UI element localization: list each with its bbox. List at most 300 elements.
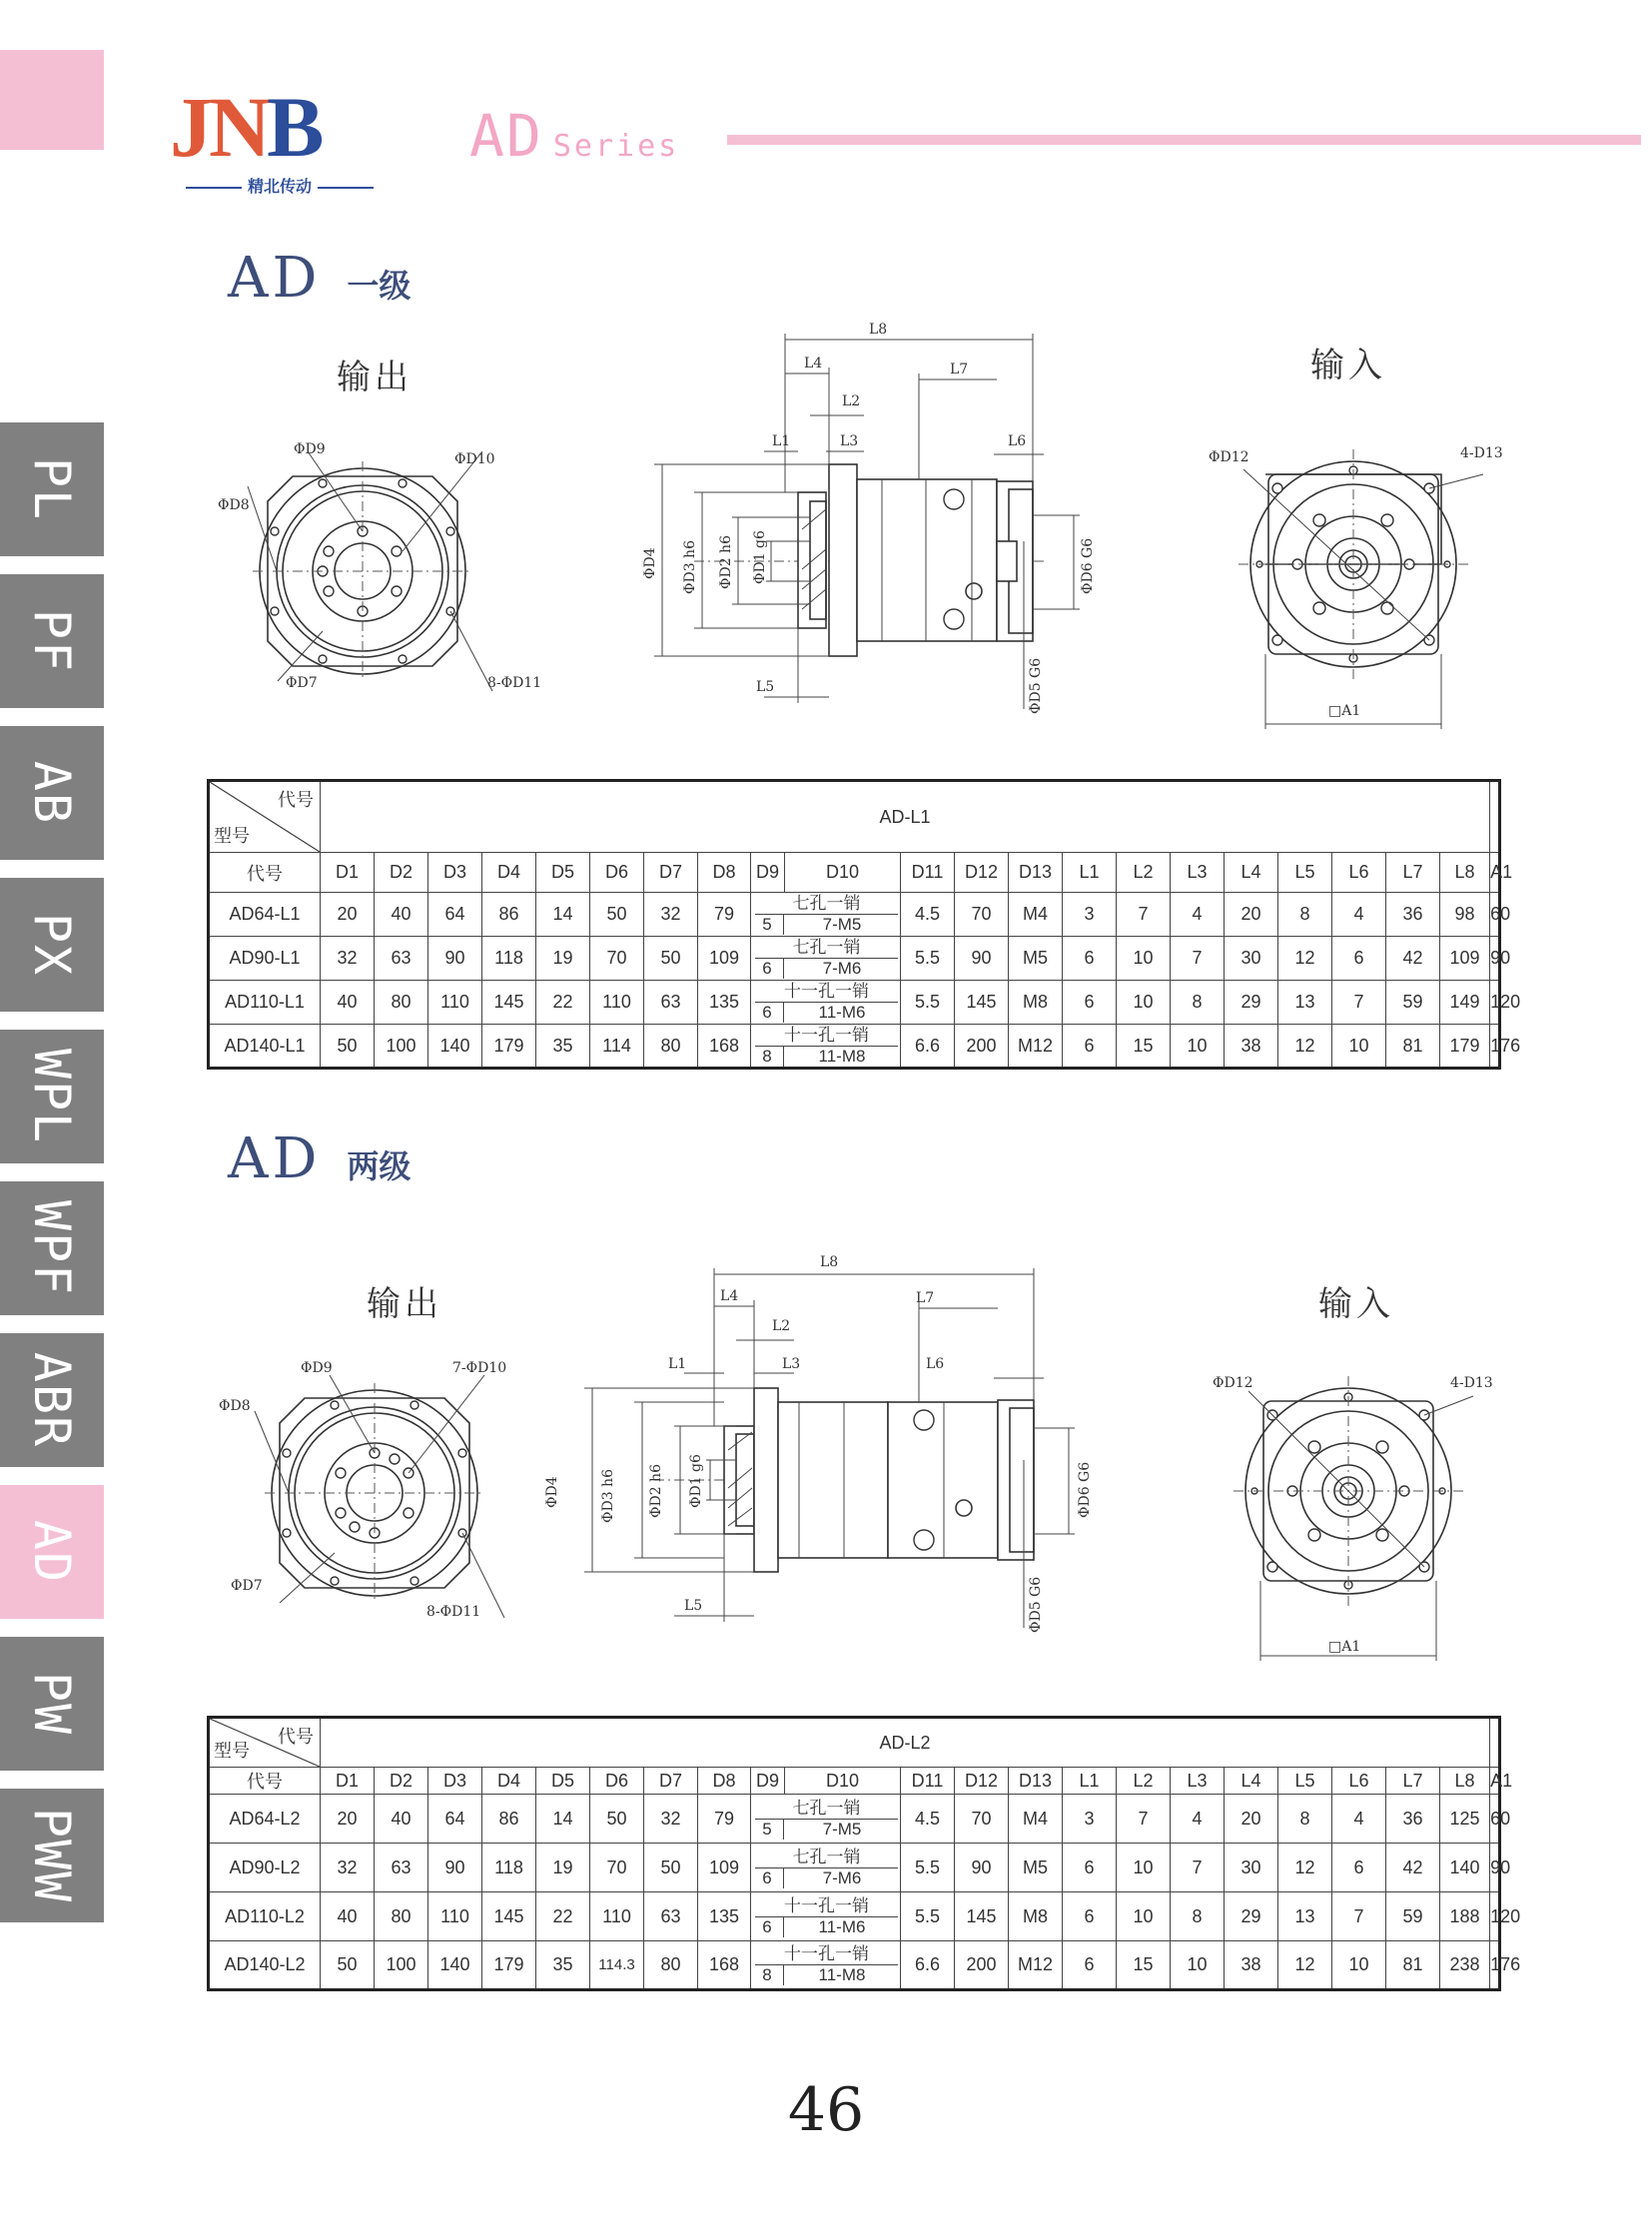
table-cell: 8 <box>1171 981 1225 1025</box>
label-d7: ΦD7 <box>231 1578 263 1594</box>
table-cell: 188 <box>1440 1892 1490 1941</box>
d9-value: 6 <box>751 1868 784 1888</box>
column-header: L8 <box>1440 1768 1490 1795</box>
side-tab-pl[interactable] <box>0 422 104 556</box>
label-l3: L3 <box>840 433 859 449</box>
table-cell: 50 <box>321 1025 375 1069</box>
side-tab-label: PW <box>23 1671 81 1737</box>
column-header: D3 <box>428 853 482 893</box>
column-header: L5 <box>1278 1768 1332 1795</box>
d9-value: 5 <box>751 1820 784 1840</box>
column-header: D13 <box>1009 853 1063 893</box>
table-cell: 6 <box>1332 1844 1386 1892</box>
label-d13: 4-D13 <box>1450 1375 1493 1391</box>
table-cell: 32 <box>644 893 698 937</box>
column-header: 代号 <box>209 1768 321 1795</box>
label-d10: ΦD10 <box>454 451 495 467</box>
table-cell: 100 <box>375 1025 428 1069</box>
table-cell: 109 <box>698 1844 751 1892</box>
stage1-input-label: 输入 <box>1310 347 1386 384</box>
column-header: L7 <box>1386 853 1440 893</box>
label-l2: L2 <box>842 393 861 409</box>
table-cell: 200 <box>955 1941 1009 1990</box>
label-d12: ΦD12 <box>1209 449 1249 465</box>
label-d11: 8-ΦD11 <box>426 1604 481 1620</box>
table-cell: 63 <box>644 981 698 1025</box>
d10-value: 7-M5 <box>822 915 862 934</box>
d9-value: 8 <box>751 1965 784 1985</box>
table-cell: 6 <box>1063 1025 1117 1069</box>
table-cell: 6 <box>1063 981 1117 1025</box>
label-d11: 8-ΦD11 <box>487 675 542 691</box>
column-header: L7 <box>1386 1768 1440 1795</box>
table-cell: 179 <box>482 1941 536 1990</box>
label-d7: ΦD7 <box>286 675 318 691</box>
table-cell: 80 <box>375 981 428 1025</box>
pin-label: 七孔一销 <box>755 1799 898 1820</box>
label-l2: L2 <box>772 1318 791 1334</box>
column-header: L1 <box>1063 1768 1117 1795</box>
table-cell: 5.5 <box>901 1892 955 1941</box>
table-cell: 109 <box>698 937 751 981</box>
table-cell: 86 <box>482 1795 536 1844</box>
table-cell: 20 <box>1225 893 1278 937</box>
table-cell: 12 <box>1278 1941 1332 1990</box>
logo-subtitle: 精北传动 <box>170 174 390 197</box>
series-title <box>469 102 679 170</box>
label-l3: L3 <box>782 1356 801 1372</box>
column-header: D8 <box>698 853 751 893</box>
table-cell: 118 <box>482 1844 536 1892</box>
column-header: D6 <box>590 853 644 893</box>
stage1-title <box>228 246 411 311</box>
page-number: 46 <box>787 2075 865 2145</box>
table-cell: 64 <box>428 1795 482 1844</box>
label-l7: L7 <box>916 1290 935 1306</box>
column-header: 代号 <box>209 853 321 893</box>
pin-cell <box>751 1844 901 1892</box>
logo-letter: N <box>209 79 268 175</box>
label-d9: ΦD9 <box>294 441 326 457</box>
table-cell: 4 <box>1332 1795 1386 1844</box>
series-main: AD <box>469 102 543 170</box>
table-cell: 80 <box>644 1025 698 1069</box>
table-cell: 7 <box>1171 937 1225 981</box>
d10-value: 11-M6 <box>818 1003 866 1022</box>
column-header: D12 <box>955 1768 1009 1795</box>
table-cell: 35 <box>536 1941 590 1990</box>
column-header: D7 <box>644 1768 698 1795</box>
table-cell: 80 <box>644 1941 698 1990</box>
side-tab-label: ABR <box>23 1351 81 1449</box>
table-cell: 19 <box>536 937 590 981</box>
label-d4: ΦD4 <box>642 547 658 579</box>
table-cell: 36 <box>1386 893 1440 937</box>
logo-letter: J <box>170 79 209 175</box>
table-cell: 12 <box>1278 937 1332 981</box>
label-d8: ΦD8 <box>218 497 250 513</box>
stage1-output-label: 输出 <box>337 359 413 396</box>
table-cell: 38 <box>1225 1941 1278 1990</box>
column-header: D11 <box>901 1768 955 1795</box>
column-header: L4 <box>1225 853 1278 893</box>
label-d8: ΦD8 <box>219 1398 251 1414</box>
corner-bottom-label: 型号 <box>214 826 250 846</box>
table-cell: M12 <box>1009 1941 1063 1990</box>
table-cell: M4 <box>1009 1795 1063 1844</box>
table-cell: 90 <box>955 1844 1009 1892</box>
table-cell: 15 <box>1117 1941 1171 1990</box>
pin-cell <box>751 893 901 937</box>
table-cell: 238 <box>1440 1941 1490 1990</box>
table-corner <box>209 781 321 853</box>
table-cell: 10 <box>1117 1892 1171 1941</box>
table-cell: 30 <box>1225 937 1278 981</box>
table-cell: 12 <box>1278 1844 1332 1892</box>
table-cell: 110 <box>428 981 482 1025</box>
table-cell: 179 <box>1440 1025 1490 1069</box>
stage2-output-label: 输出 <box>367 1285 442 1323</box>
stage2-title <box>228 1126 411 1191</box>
corner-top-label: 代号 <box>278 790 314 810</box>
table-cell: 59 <box>1386 1892 1440 1941</box>
table-cell: 145 <box>482 1892 536 1941</box>
side-tab-abr[interactable] <box>0 1333 104 1467</box>
table-cell: 70 <box>590 1844 644 1892</box>
stage2-side-drawing <box>544 1238 1104 1638</box>
label-l6: L6 <box>926 1356 945 1372</box>
table-row <box>209 1892 1500 1941</box>
table-cell: 176 <box>1490 1025 1500 1069</box>
pin-label: 十一孔一销 <box>755 1944 898 1965</box>
table-cell: 5.5 <box>901 1844 955 1892</box>
table-cell: 120 <box>1490 981 1500 1025</box>
label-d10: 7-ΦD10 <box>452 1360 507 1376</box>
table-header-row <box>209 853 1500 893</box>
table-cell: 6 <box>1063 1941 1117 1990</box>
side-tab-pf[interactable] <box>0 574 104 708</box>
table-cell: 8 <box>1171 1892 1225 1941</box>
pin-cell <box>751 1025 901 1069</box>
side-tab-pw[interactable] <box>0 1637 104 1771</box>
column-header: L2 <box>1117 1768 1171 1795</box>
stage2-title-main: AD <box>228 1126 322 1191</box>
table-cell: 5.5 <box>901 937 955 981</box>
table-cell: 10 <box>1117 981 1171 1025</box>
table-cell: 81 <box>1386 1941 1440 1990</box>
column-header: D4 <box>482 853 536 893</box>
side-tab-ab[interactable] <box>0 726 104 860</box>
pin-label: 十一孔一销 <box>755 982 898 1003</box>
side-tab-ad[interactable] <box>0 1485 104 1619</box>
column-header: D12 <box>955 853 1009 893</box>
table-cell: 32 <box>321 937 375 981</box>
table-cell: 50 <box>590 893 644 937</box>
pin-label: 七孔一销 <box>755 894 898 915</box>
label-d6: ΦD6 G6 <box>1077 1461 1093 1518</box>
corner-top-label: 代号 <box>278 1727 314 1747</box>
pin-cell <box>751 1892 901 1941</box>
column-header: D3 <box>428 1768 482 1795</box>
table-cell: 42 <box>1386 937 1440 981</box>
table-cell: M4 <box>1009 893 1063 937</box>
label-l6: L6 <box>1008 433 1027 449</box>
table-cell: 22 <box>536 981 590 1025</box>
stage2-output-drawing <box>215 1358 514 1628</box>
table-cell: 64 <box>428 893 482 937</box>
stage1-spec-table <box>207 779 1521 1070</box>
table-cell: 6.6 <box>901 1025 955 1069</box>
side-tab-px[interactable] <box>0 878 104 1012</box>
table-cell: 32 <box>321 1844 375 1892</box>
brand-logo <box>170 79 390 196</box>
stage2-input-label: 输入 <box>1318 1285 1394 1323</box>
d9-value: 6 <box>751 1917 784 1937</box>
table-cell: 30 <box>1225 1844 1278 1892</box>
table-cell: M8 <box>1009 1892 1063 1941</box>
label-l8: L8 <box>869 322 888 338</box>
table-cell: 40 <box>321 1892 375 1941</box>
side-tab-label: PX <box>23 912 81 978</box>
side-tab-pww[interactable] <box>0 1789 104 1922</box>
table-cell: 42 <box>1386 1844 1440 1892</box>
table-cell: 50 <box>321 1941 375 1990</box>
table-cell: 125 <box>1440 1795 1490 1844</box>
table-cell: 140 <box>428 1025 482 1069</box>
pin-label: 十一孔一销 <box>755 1026 898 1047</box>
pin-cell <box>751 937 901 981</box>
table-cell: 145 <box>955 1892 1009 1941</box>
table-cell: M5 <box>1009 937 1063 981</box>
table-cell: 6 <box>1063 937 1117 981</box>
table-cell: 4.5 <box>901 1795 955 1844</box>
label-d9: ΦD9 <box>301 1360 333 1376</box>
table-cell: 7 <box>1332 1892 1386 1941</box>
table-cell: 70 <box>955 893 1009 937</box>
label-d1: ΦD1 g6 <box>752 530 768 584</box>
label-d1: ΦD1 g6 <box>688 1454 704 1508</box>
label-d5: ΦD5 G6 <box>1028 657 1044 714</box>
table-cell: 6 <box>1332 937 1386 981</box>
column-header: D9 <box>751 1768 785 1795</box>
table-cell: 110 <box>590 981 644 1025</box>
table-cell: 5.5 <box>901 981 955 1025</box>
stage2-input-drawing <box>1199 1373 1518 1663</box>
table-cell: 20 <box>321 1795 375 1844</box>
table-cell: 8 <box>1278 1795 1332 1844</box>
stage1-input-drawing <box>1199 439 1518 729</box>
table-cell: 120 <box>1490 1892 1500 1941</box>
column-header: L6 <box>1332 853 1386 893</box>
column-header: L3 <box>1171 853 1225 893</box>
d10-value: 11-M6 <box>818 1916 866 1936</box>
label-l4: L4 <box>720 1288 739 1304</box>
table-cell: 63 <box>375 1844 428 1892</box>
table-cell: 20 <box>321 893 375 937</box>
table-cell: 145 <box>482 981 536 1025</box>
table-cell: 114.3 <box>590 1941 644 1990</box>
table-cell: 13 <box>1278 1892 1332 1941</box>
model-cell: AD64-L2 <box>209 1795 321 1844</box>
table-cell: 63 <box>375 937 428 981</box>
table-cell: 36 <box>1386 1795 1440 1844</box>
label-d2: ΦD2 h6 <box>648 1464 664 1518</box>
column-header: D6 <box>590 1768 644 1795</box>
table-cell: 118 <box>482 937 536 981</box>
table-cell: 38 <box>1225 1025 1278 1069</box>
table-cell: M5 <box>1009 1844 1063 1892</box>
table-cell: 40 <box>321 981 375 1025</box>
column-header: D11 <box>901 853 955 893</box>
table-cell: 10 <box>1117 1844 1171 1892</box>
table-cell: 50 <box>590 1795 644 1844</box>
table-header-row <box>209 1768 1500 1795</box>
column-header: D10 <box>785 1768 901 1795</box>
table-cell: 8 <box>1278 893 1332 937</box>
table-cell: 81 <box>1386 1025 1440 1069</box>
table-cell: 80 <box>375 1892 428 1941</box>
table-cell: 168 <box>698 1025 751 1069</box>
pin-cell <box>751 981 901 1025</box>
stage1-output-drawing <box>210 439 542 699</box>
table-cell: 145 <box>955 981 1009 1025</box>
table-cell: 6.6 <box>901 1941 955 1990</box>
column-header: D5 <box>536 1768 590 1795</box>
table-cell: 109 <box>1440 937 1490 981</box>
table-cell: 140 <box>1440 1844 1490 1892</box>
label-d13: 4-D13 <box>1460 445 1503 461</box>
table-cell: 179 <box>482 1025 536 1069</box>
table-cell: 149 <box>1440 981 1490 1025</box>
table-cell: 135 <box>698 1892 751 1941</box>
label-l8: L8 <box>820 1254 839 1270</box>
model-cell: AD140-L2 <box>209 1941 321 1990</box>
column-header: D5 <box>536 853 590 893</box>
side-tab-label: AD <box>23 1519 81 1585</box>
label-l4: L4 <box>804 356 823 372</box>
table-cell: 22 <box>536 1892 590 1941</box>
d10-value: 11-M8 <box>818 1965 866 1984</box>
table-group-title: AD-L2 <box>321 1718 1490 1768</box>
table-cell: 20 <box>1225 1795 1278 1844</box>
table-cell: 4 <box>1171 893 1225 937</box>
table-cell: 15 <box>1117 1025 1171 1069</box>
model-cell: AD110-L2 <box>209 1892 321 1941</box>
table-cell: M12 <box>1009 1025 1063 1069</box>
table-cell: 140 <box>428 1941 482 1990</box>
table-cell: 90 <box>428 1844 482 1892</box>
pin-label: 七孔一销 <box>755 938 898 959</box>
side-tab-wpf[interactable] <box>0 1181 104 1315</box>
table-cell: 3 <box>1063 893 1117 937</box>
table-cell: 14 <box>536 1795 590 1844</box>
label-d6: ΦD6 G6 <box>1080 537 1096 594</box>
table-cell: 10 <box>1332 1025 1386 1069</box>
label-d3: ΦD3 h6 <box>682 540 698 594</box>
column-header: D1 <box>321 853 375 893</box>
side-tab-wpl[interactable] <box>0 1030 104 1163</box>
model-cell: AD90-L2 <box>209 1844 321 1892</box>
table-cell: 79 <box>698 893 751 937</box>
table-cell: 29 <box>1225 981 1278 1025</box>
d10-value: 7-M6 <box>822 1867 862 1887</box>
table-cell: 10 <box>1117 937 1171 981</box>
table-row <box>209 1025 1500 1069</box>
stage2-spec-table <box>207 1716 1521 1991</box>
column-header: D8 <box>698 1768 751 1795</box>
column-header: L8 <box>1440 853 1490 893</box>
d9-value: 6 <box>751 1003 784 1023</box>
logo-letter: B <box>267 79 321 175</box>
table-cell: 29 <box>1225 1892 1278 1941</box>
side-tab-label: AB <box>23 760 81 826</box>
stage1-title-sub: 一级 <box>347 268 412 304</box>
side-tab-label: WPF <box>23 1199 81 1297</box>
corner-bottom-label: 型号 <box>214 1741 250 1761</box>
d10-value: 11-M8 <box>818 1046 866 1066</box>
label-d2: ΦD2 h6 <box>718 535 734 589</box>
table-cell: 4 <box>1332 893 1386 937</box>
table-cell: 60 <box>1490 893 1500 937</box>
column-header: A1 <box>1490 1768 1500 1795</box>
table-cell: 40 <box>375 1795 428 1844</box>
pin-cell <box>751 1941 901 1990</box>
model-cell: AD90-L1 <box>209 937 321 981</box>
table-cell: 14 <box>536 893 590 937</box>
label-l5: L5 <box>756 679 775 695</box>
table-cell: 19 <box>536 1844 590 1892</box>
table-cell: 50 <box>644 937 698 981</box>
column-header: L2 <box>1117 853 1171 893</box>
side-accent-block <box>0 50 104 150</box>
pin-cell <box>751 1795 901 1844</box>
table-cell: 7 <box>1117 893 1171 937</box>
table-cell: 10 <box>1171 1025 1225 1069</box>
table-cell: 90 <box>955 937 1009 981</box>
column-header: D13 <box>1009 1768 1063 1795</box>
label-d12: ΦD12 <box>1213 1375 1253 1391</box>
label-d5: ΦD5 G6 <box>1028 1576 1044 1633</box>
table-cell: 32 <box>644 1795 698 1844</box>
table-cell: 6 <box>1063 1844 1117 1892</box>
table-cell: 90 <box>1490 937 1500 981</box>
table-cell: 70 <box>590 937 644 981</box>
table-cell: 200 <box>955 1025 1009 1069</box>
table-cell: 63 <box>644 1892 698 1941</box>
label-d3: ΦD3 h6 <box>600 1469 616 1523</box>
column-header: L4 <box>1225 1768 1278 1795</box>
column-header: D2 <box>375 1768 428 1795</box>
table-row <box>209 937 1500 981</box>
table-cell: 4.5 <box>901 893 955 937</box>
table-cell: 70 <box>955 1795 1009 1844</box>
side-tab-label: PF <box>23 608 81 674</box>
table-cell: M8 <box>1009 981 1063 1025</box>
side-tab-label: WPL <box>23 1048 81 1145</box>
table-cell: 110 <box>428 1892 482 1941</box>
stage1-title-main: AD <box>228 246 322 311</box>
table-row <box>209 893 1500 937</box>
table-cell: 90 <box>428 937 482 981</box>
table-cell: 3 <box>1063 1795 1117 1844</box>
table-row <box>209 981 1500 1025</box>
table-cell: 6 <box>1063 1892 1117 1941</box>
d10-value: 7-M5 <box>822 1819 862 1839</box>
column-header: D10 <box>785 853 901 893</box>
d10-value: 7-M6 <box>822 959 862 978</box>
table-row <box>209 1844 1500 1892</box>
table-cell: 40 <box>375 893 428 937</box>
